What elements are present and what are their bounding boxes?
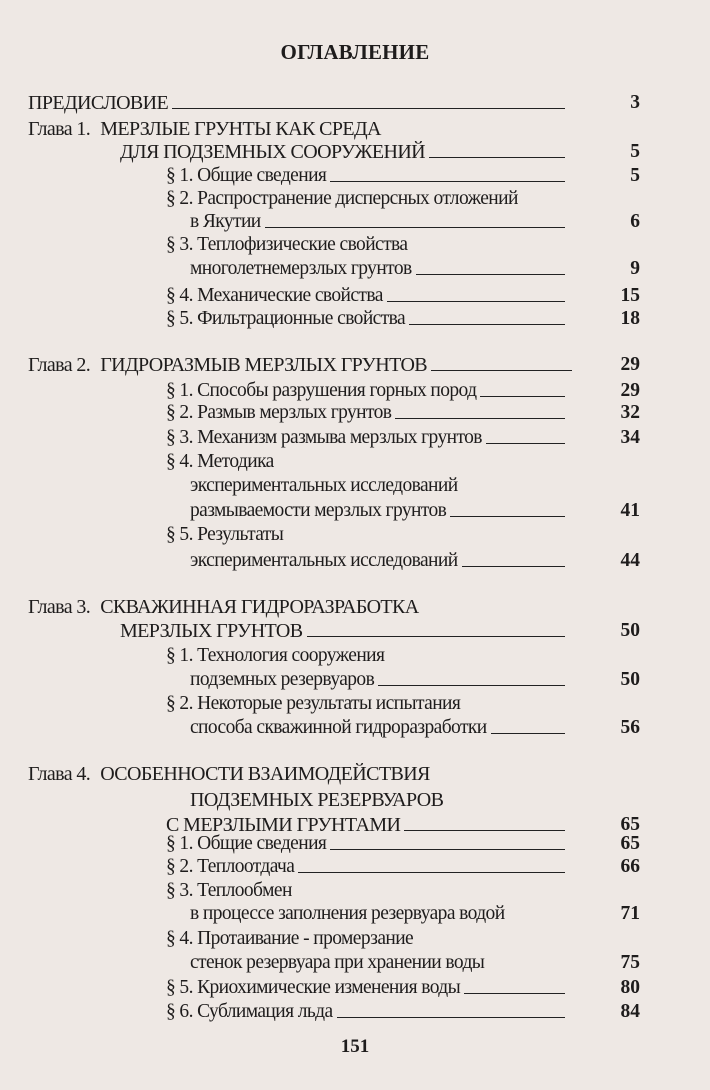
page-number: 29 bbox=[620, 354, 640, 375]
leader-line bbox=[330, 849, 565, 850]
page-number: 5 bbox=[630, 141, 640, 162]
leader-line bbox=[172, 108, 565, 109]
section-entry: § 3. Механизм размыва мерзлых грунтов bbox=[166, 426, 565, 450]
page-number: 9 bbox=[630, 258, 640, 279]
page-number: 75 bbox=[620, 952, 640, 973]
toc-title: ОГЛАВЛЕНИЕ bbox=[280, 40, 430, 64]
section-entry: § 5. Криохимические изменения воды bbox=[166, 976, 565, 1000]
page-number: 29 bbox=[620, 380, 640, 401]
leader-line bbox=[265, 227, 565, 228]
leader-line bbox=[429, 157, 565, 158]
leader-line bbox=[387, 301, 565, 302]
section-entry: § 2. Теплоотдача bbox=[166, 855, 565, 879]
leader-line bbox=[404, 830, 565, 831]
leader-line bbox=[337, 1017, 565, 1018]
leader-line bbox=[416, 274, 565, 275]
section-entry: § 5. Результаты bbox=[166, 524, 284, 545]
leader-line bbox=[298, 872, 565, 873]
chapter-4-title-cont: ПОДЗЕМНЫХ РЕЗЕРВУАРОВ bbox=[190, 789, 444, 811]
chapter-4-title-cont: С МЕРЗЛЫМИ ГРУНТАМИ bbox=[166, 813, 565, 837]
section-entry: § 1. Общие сведения bbox=[166, 164, 565, 188]
page-number: 5 bbox=[630, 165, 640, 186]
leader-line bbox=[409, 324, 565, 325]
section-entry: § 4. Механические свойства bbox=[166, 284, 565, 308]
page-number: 80 bbox=[620, 977, 640, 998]
page-number: 34 bbox=[620, 427, 640, 448]
page-number: 41 bbox=[620, 500, 640, 521]
section-entry: § 2. Некоторые результаты испытания bbox=[166, 693, 461, 714]
leader-line bbox=[491, 733, 565, 734]
page-number: 66 bbox=[620, 856, 640, 877]
chapter-3-title-cont: МЕРЗЛЫХ ГРУНТОВ bbox=[120, 619, 565, 643]
page-number: 18 bbox=[620, 308, 640, 329]
page-number: 56 bbox=[620, 717, 640, 738]
page-number: 44 bbox=[620, 550, 640, 571]
section-entry: § 4. Методика bbox=[166, 451, 274, 472]
page-folio: 151 bbox=[340, 1036, 370, 1057]
page-number: 65 bbox=[620, 833, 640, 854]
section-entry-cont: стенок резервуара при хранении воды bbox=[190, 952, 485, 973]
leader-line bbox=[431, 370, 572, 371]
section-entry: § 1. Общие сведения bbox=[166, 832, 565, 856]
section-entry-cont: подземных резервуаров bbox=[190, 668, 565, 692]
section-entry-cont: размываемости мерзлых грунтов bbox=[190, 499, 565, 523]
toc-entry-preface: ПРЕДИСЛОВИЕ bbox=[28, 91, 565, 115]
page-number: 84 bbox=[620, 1001, 640, 1022]
leader-line bbox=[450, 516, 565, 517]
leader-line bbox=[480, 396, 565, 397]
leader-line bbox=[464, 993, 565, 994]
chapter-1-heading: Глава 1. МЕРЗЛЫЕ ГРУНТЫ КАК СРЕДА bbox=[28, 118, 381, 140]
section-entry-cont: в процессе заполнения резервуара водой bbox=[190, 903, 505, 924]
page-number: 65 bbox=[620, 814, 640, 835]
section-entry: § 2. Размыв мерзлых грунтов bbox=[166, 401, 565, 425]
page-number: 15 bbox=[620, 285, 640, 306]
section-entry: § 3. Теплообмен bbox=[166, 880, 292, 901]
leader-line bbox=[378, 685, 565, 686]
chapter-2-heading: Глава 2. ГИДРОРАЗМЫВ МЕРЗЛЫХ ГРУНТОВ bbox=[28, 353, 572, 377]
section-entry: § 3. Теплофизические свойства bbox=[166, 234, 408, 255]
chapter-3-heading: Глава 3. СКВАЖИННАЯ ГИДРОРАЗРАБОТКА bbox=[28, 596, 419, 618]
chapter-1-title-cont: ДЛЯ ПОДЗЕМНЫХ СООРУЖЕНИЙ bbox=[120, 140, 565, 164]
section-entry: § 1. Способы разрушения горных пород bbox=[166, 379, 565, 403]
chapter-4-heading: Глава 4. ОСОБЕННОСТИ ВЗАИМОДЕЙСТВИЯ bbox=[28, 763, 430, 785]
leader-line bbox=[486, 443, 565, 444]
section-entry-cont: экспериментальных исследований bbox=[190, 475, 458, 496]
page-number: 50 bbox=[620, 669, 640, 690]
section-entry-cont: в Якутии bbox=[190, 210, 565, 234]
section-entry-cont: многолетнемерзлых грунтов bbox=[190, 257, 565, 281]
leader-line bbox=[330, 181, 565, 182]
page-number: 6 bbox=[630, 211, 640, 232]
section-entry: § 5. Фильтрационные свойства bbox=[166, 307, 565, 331]
section-entry: § 4. Протаивание - промерзание bbox=[166, 928, 414, 949]
section-entry-cont: экспериментальных исследований bbox=[190, 549, 565, 573]
leader-line bbox=[462, 566, 565, 567]
section-entry: § 2. Распространение дисперсных отложений bbox=[166, 188, 518, 209]
leader-line bbox=[307, 636, 566, 637]
page-number: 71 bbox=[620, 903, 640, 924]
page-number: 32 bbox=[620, 402, 640, 423]
leader-line bbox=[395, 418, 565, 419]
section-entry: § 1. Технология сооружения bbox=[166, 645, 385, 666]
section-entry: § 6. Сублимация льда bbox=[166, 1000, 565, 1024]
page-number: 50 bbox=[620, 620, 640, 641]
section-entry-cont: способа скважинной гидроразработки bbox=[190, 716, 565, 740]
page-number: 3 bbox=[630, 92, 640, 113]
